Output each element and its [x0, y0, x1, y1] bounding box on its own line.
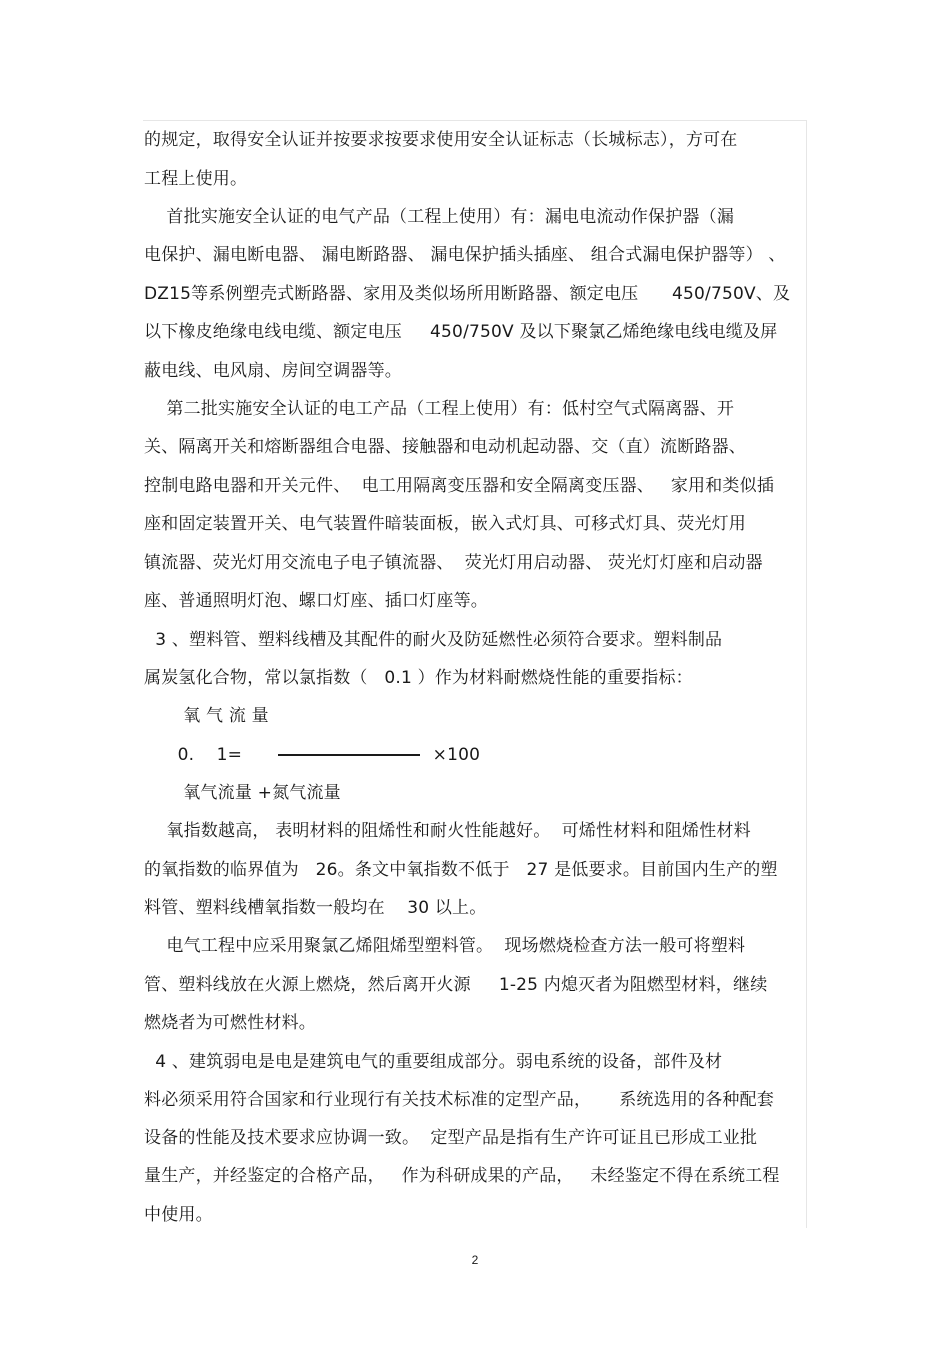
- text-line-4: 电保护、漏电断电器、 漏电断路器、 漏电保护插头插座、 组合式漏电保护器等） 、: [144, 245, 786, 265]
- text-line-9: 关、隔离开关和熔断器组合电器、接触器和电动机起动器、交（直）流断路器、: [144, 437, 746, 457]
- text-line-28: 量生产，并经鉴定的合格产品， 作为科研成果的产品， 未经鉴定不得在系统工程: [144, 1166, 780, 1186]
- text-line-15: 属炭氢化合物，常以氯指数（ 0.1 ）作为材料耐燃烧性能的重要指标：: [144, 668, 693, 688]
- text-line-8: 第二批实施安全认证的电工产品（工程上使用）有：低村空气式隔离器、开: [144, 399, 735, 419]
- text-line-19: 氧指数越高， 表明材料的阻烯性和耐火性能越好。 可烯性材料和阻烯性材料: [144, 821, 751, 841]
- formula-fraction-bar: [278, 754, 420, 756]
- formula-numerator: 氧 气 流 量: [144, 706, 269, 726]
- text-line-24: 燃烧者为可燃性材料。: [144, 1013, 316, 1033]
- text-line-11: 座和固定装置开关、电气装置件暗装面板，嵌入式灯具、可移式灯具、荧光灯用: [144, 514, 746, 534]
- text-line-20: 的氧指数的临界值为 26。条文中氧指数不低于 27 是低要求。目前国内生产的塑: [144, 860, 778, 880]
- text-line-23: 管、塑料线放在火源上燃烧，然后离开火源 1-25 内熄灭者为阻燃型材料，继续: [144, 975, 768, 995]
- text-line-27: 设备的性能及技术要求应协调一致。 定型产品是指有生产许可证且已形成工业批: [144, 1128, 758, 1148]
- page-number: 2: [471, 1253, 479, 1267]
- formula-main-line: 0. 1= ×100: [144, 745, 481, 765]
- text-line-29: 中使用。: [144, 1205, 213, 1225]
- text-line-2: 工程上使用。: [144, 169, 248, 189]
- text-line-21: 料管、塑料线槽氧指数一般均在 30 以上。: [144, 898, 487, 918]
- text-line-14: 3 、塑料管、塑料线槽及其配件的耐火及防延燃性必须符合要求。塑料制品: [144, 630, 723, 650]
- text-line-6: 以下橡皮绝缘电线电缆、额定电压 450/750V 及以下聚氯乙烯绝缘电线电缆及屏: [144, 322, 778, 342]
- page-frame-top-border: [143, 120, 807, 121]
- text-line-26: 料必须采用符合国家和行业现行有关技术标准的定型产品， 系统选用的各种配套: [144, 1090, 775, 1110]
- text-line-3: 首批实施安全认证的电气产品（工程上使用）有：漏电电流动作保护器（漏: [144, 207, 735, 227]
- text-line-1: 的规定，取得安全认证并按要求按要求使用安全认证标志（长城标志），方可在: [144, 130, 738, 150]
- page-frame-right-border: [806, 120, 807, 1228]
- text-line-10: 控制电路电器和开关元件、 电工用隔离变压器和安全隔离变压器、 家用和类似插: [144, 476, 775, 496]
- formula-denominator: 氧气流量 +氮气流量: [144, 783, 341, 803]
- text-line-13: 座、普通照明灯泡、螺口灯座、插口灯座等。: [144, 591, 488, 611]
- text-line-22: 电气工程中应采用聚氯乙烯阻烯型塑料管。 现场燃烧检查方法一般可将塑料: [144, 936, 746, 956]
- text-line-5: DZ15等系例塑壳式断路器、家用及类似场所用断路器、额定电压 450/750V、及: [144, 284, 791, 304]
- text-line-12: 镇流器、荧光灯用交流电子电子镇流器、 荧光灯用启动器、 荧光灯灯座和启动器: [144, 553, 763, 573]
- text-line-25: 4 、建筑弱电是电是建筑电气的重要组成部分。弱电系统的设备，部件及材: [144, 1052, 723, 1072]
- text-line-7: 蔽电线、电风扇、房间空调器等。: [144, 361, 402, 381]
